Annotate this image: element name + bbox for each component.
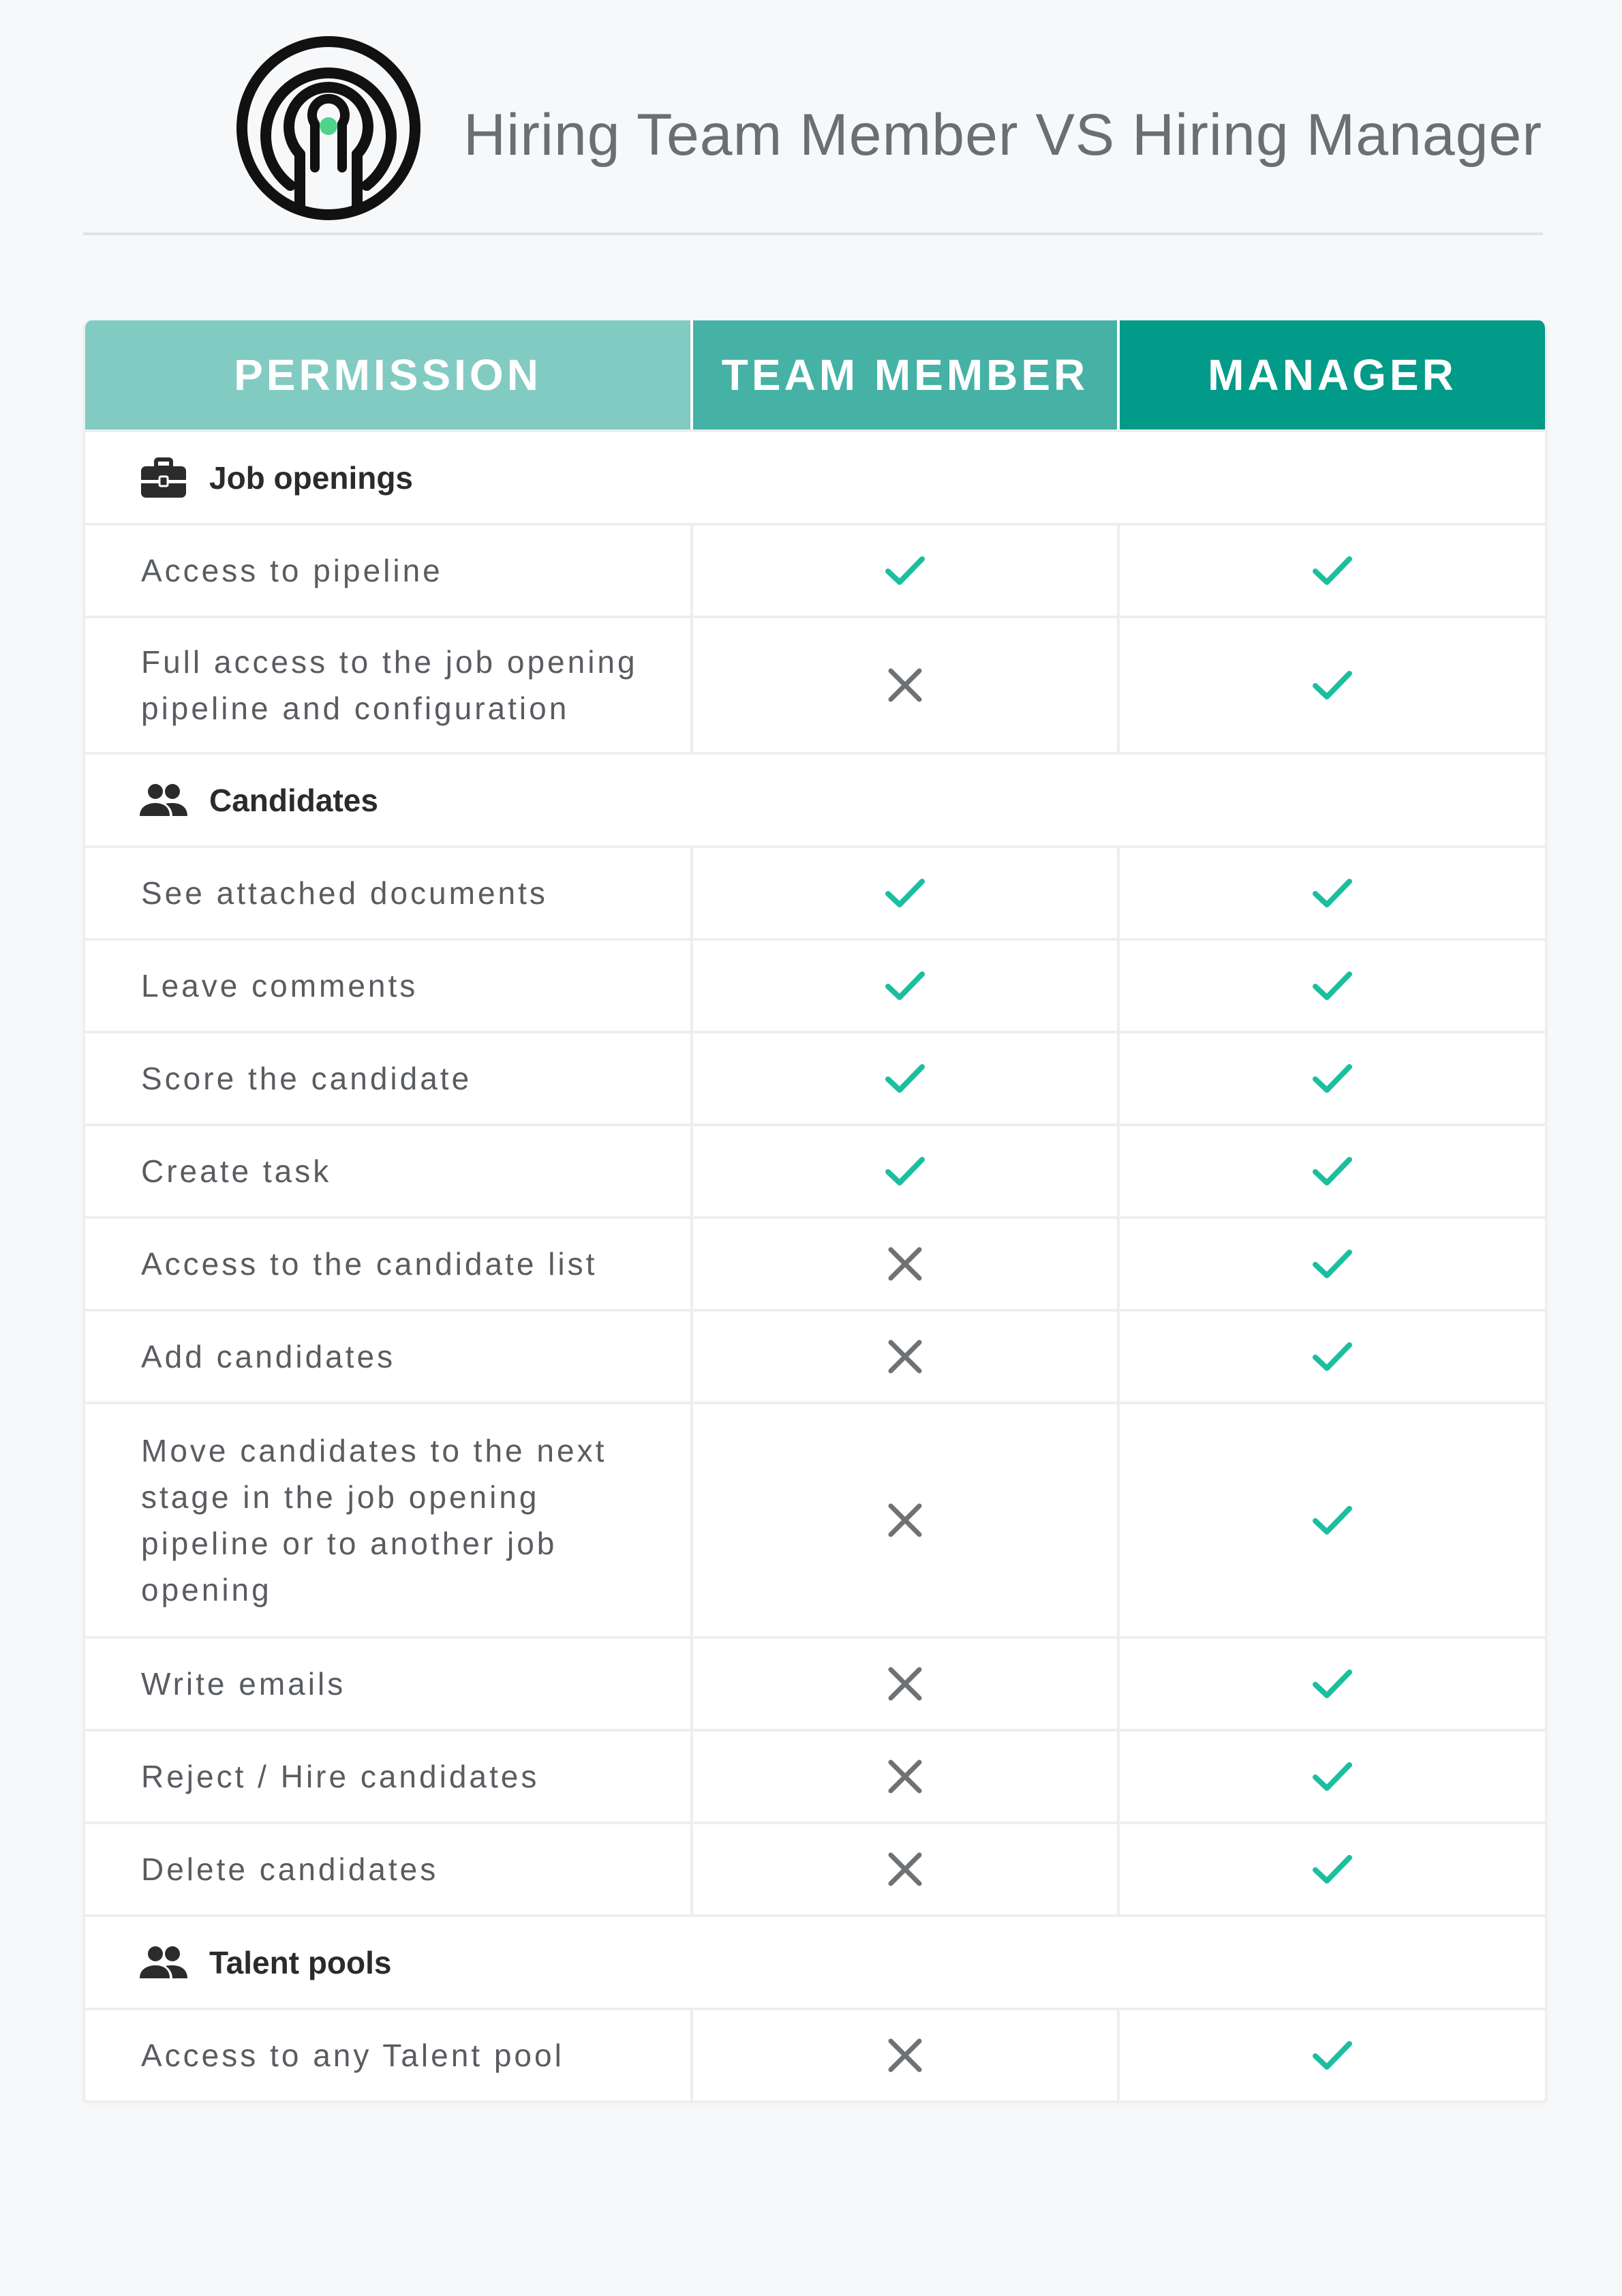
manager-cell — [1117, 1126, 1545, 1216]
table-header — [85, 320, 1545, 429]
permissions-table — [83, 320, 1547, 2102]
permission-cell: Create task — [141, 1153, 332, 1189]
table-row — [85, 1123, 1545, 1216]
people-icon — [138, 778, 189, 823]
check-icon — [1310, 663, 1355, 708]
team-member-cell — [690, 526, 1117, 616]
check-icon — [1310, 1334, 1355, 1379]
team-member-cell — [690, 1219, 1117, 1309]
section-candidates — [85, 752, 1545, 845]
manager-cell — [1117, 618, 1545, 752]
manager-cell — [1117, 941, 1545, 1031]
manager-cell — [1117, 848, 1545, 938]
permission-cell: Reject / Hire candidates — [141, 1759, 540, 1794]
check-icon — [1310, 2033, 1355, 2078]
permission-cell: Access to pipeline — [141, 553, 443, 588]
team-member-cell — [690, 941, 1117, 1031]
team-member-cell — [690, 848, 1117, 938]
section-job-openings — [85, 429, 1545, 523]
team-member-cell — [690, 1126, 1117, 1216]
page-header — [0, 0, 1622, 235]
cross-icon — [883, 1334, 928, 1379]
section-talent-pools — [85, 1914, 1545, 2008]
check-icon — [1310, 1056, 1355, 1101]
manager-cell — [1117, 1732, 1545, 1822]
permission-cell: Leave comments — [141, 968, 418, 1003]
check-icon — [883, 871, 928, 916]
manager-cell — [1117, 1312, 1545, 1402]
check-icon — [1310, 1149, 1355, 1194]
team-member-cell — [690, 1824, 1117, 1914]
table-body — [85, 429, 1545, 2100]
team-member-cell — [690, 1404, 1117, 1636]
permission-cell: Move candidates to the next stage in the job opening pipeline or to another job opening — [141, 1433, 607, 1607]
check-icon — [1310, 1754, 1355, 1799]
table-row — [85, 2008, 1545, 2100]
table-row — [85, 1729, 1545, 1822]
check-icon — [883, 1149, 928, 1194]
check-icon — [883, 548, 928, 593]
manager-cell — [1117, 1033, 1545, 1123]
cross-icon — [883, 1498, 928, 1543]
manager-cell — [1117, 1824, 1545, 1914]
manager-cell — [1117, 1404, 1545, 1636]
check-icon — [1310, 1241, 1355, 1286]
cross-icon — [883, 1241, 928, 1286]
check-icon — [1310, 871, 1355, 916]
permission-cell: Full access to the job opening pipeline and configuration — [141, 644, 638, 726]
logo-dot — [320, 117, 337, 135]
people-icon — [138, 1940, 189, 1985]
column-header-team-member: TEAM MEMBER — [690, 320, 1117, 429]
permission-cell: Score the candidate — [141, 1061, 472, 1096]
permission-cell: See attached documents — [141, 875, 548, 911]
team-member-cell — [690, 1639, 1117, 1729]
table-row — [85, 1216, 1545, 1309]
cross-icon — [883, 1754, 928, 1799]
briefcase-icon — [138, 455, 189, 500]
check-icon — [1310, 1661, 1355, 1706]
section-label: Candidates — [209, 782, 378, 818]
permission-cell: Write emails — [141, 1666, 346, 1702]
table-row — [85, 1822, 1545, 1914]
check-icon — [883, 1056, 928, 1101]
team-member-cell — [690, 1312, 1117, 1402]
check-icon — [1310, 1498, 1355, 1543]
concentric-maze-logo-icon — [234, 34, 423, 222]
table-row — [85, 938, 1545, 1031]
table-row — [85, 1636, 1545, 1729]
manager-cell — [1117, 1219, 1545, 1309]
cross-icon — [883, 1847, 928, 1892]
table-row — [85, 845, 1545, 938]
column-header-permission: PERMISSION — [85, 320, 690, 429]
column-header-manager: MANAGER — [1117, 320, 1545, 429]
table-row — [85, 1309, 1545, 1402]
header-divider — [83, 232, 1543, 235]
team-member-cell — [690, 618, 1117, 752]
section-label: Job openings — [209, 459, 413, 496]
manager-cell — [1117, 1639, 1545, 1729]
table-row — [85, 616, 1545, 752]
section-label: Talent pools — [209, 1944, 392, 1980]
permission-cell: Access to any Talent pool — [141, 2038, 564, 2073]
table-row — [85, 1031, 1545, 1123]
permission-cell: Delete candidates — [141, 1852, 439, 1887]
table-row — [85, 1402, 1545, 1636]
page-title: Hiring Team Member VS Hiring Manager — [463, 102, 1542, 168]
team-member-cell — [690, 1033, 1117, 1123]
team-member-cell — [690, 2010, 1117, 2100]
cross-icon — [883, 663, 928, 708]
permission-cell: Add candidates — [141, 1339, 396, 1374]
check-icon — [1310, 963, 1355, 1008]
table-row — [85, 523, 1545, 616]
team-member-cell — [690, 1732, 1117, 1822]
cross-icon — [883, 2033, 928, 2078]
manager-cell — [1117, 2010, 1545, 2100]
cross-icon — [883, 1661, 928, 1706]
check-icon — [883, 963, 928, 1008]
manager-cell — [1117, 526, 1545, 616]
check-icon — [1310, 1847, 1355, 1892]
check-icon — [1310, 548, 1355, 593]
permission-cell: Access to the candidate list — [141, 1246, 598, 1282]
